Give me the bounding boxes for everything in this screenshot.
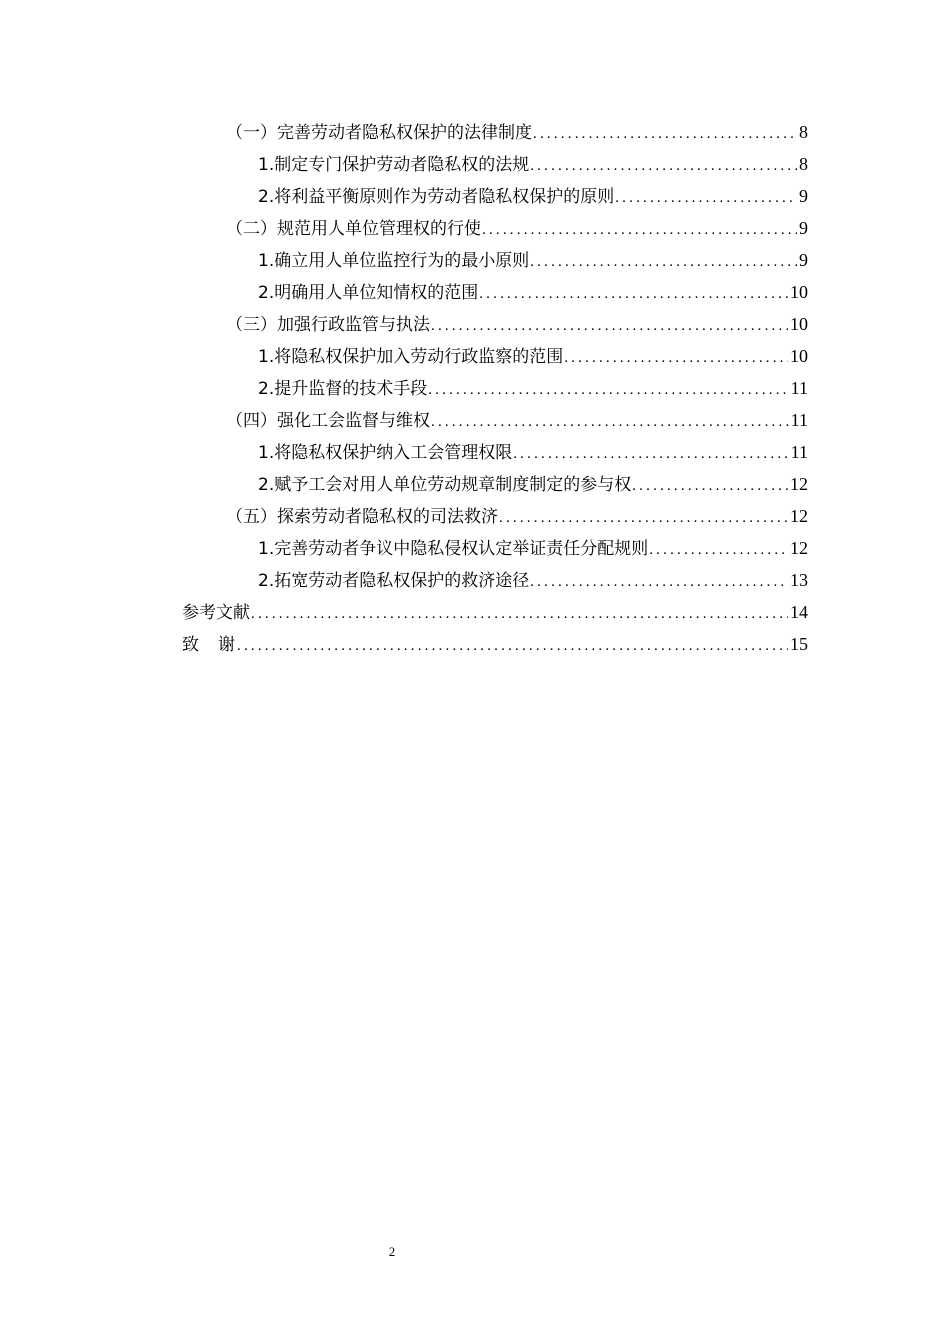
toc-entry-page: 10: [790, 314, 808, 334]
toc-entry-subsection-2-2[interactable]: [182, 276, 808, 308]
toc-entry-page: 12: [790, 474, 808, 494]
toc-entry-title: （一）完善劳动者隐私权保护的法律制度: [226, 123, 532, 143]
toc-entry-page: 11: [790, 442, 808, 462]
toc-entry-title: 2.提升监督的技术手段: [258, 379, 428, 399]
toc-dot-leader: [649, 534, 788, 566]
toc-entry-page: 10: [790, 346, 808, 366]
toc-entry-section-1[interactable]: [182, 116, 808, 148]
toc-entry-subsection-4-2[interactable]: [182, 468, 808, 500]
toc-entry-title: 1.将隐私权保护加入劳动行政监察的范围: [258, 347, 564, 367]
toc-entry-page: 8: [799, 122, 808, 142]
toc-entry-acknowledgements[interactable]: [182, 628, 808, 660]
toc-entry-page: 9: [799, 250, 808, 270]
toc-entry-section-2[interactable]: [182, 212, 808, 244]
toc-entry-title: 1.将隐私权保护纳入工会管理权限: [258, 443, 513, 463]
toc-dot-leader: [530, 246, 797, 278]
toc-entry-title: 2.拓宽劳动者隐私权保护的救济途径: [258, 571, 530, 591]
toc-dot-leader: [615, 182, 797, 214]
toc-entry-page: 9: [799, 186, 808, 206]
toc-dot-leader: [499, 502, 788, 534]
toc-dot-leader: [428, 374, 788, 406]
toc-entry-title: （五）探索劳动者隐私权的司法救济: [226, 507, 498, 527]
toc-entry-title: （四）强化工会监督与维权: [226, 411, 430, 431]
toc-dot-leader: [479, 278, 788, 310]
toc-entry-title: 参考文献: [182, 603, 250, 623]
toc-entry-references[interactable]: [182, 596, 808, 628]
toc-entry-section-4[interactable]: [182, 404, 808, 436]
toc-entry-subsection-5-1[interactable]: [182, 532, 808, 564]
toc-entry-title: 2.赋予工会对用人单位劳动规章制度制定的参与权: [258, 475, 632, 495]
toc-dot-leader: [251, 598, 788, 630]
toc-entry-section-3[interactable]: [182, 308, 808, 340]
toc-entry-title: 1.制定专门保护劳动者隐私权的法规: [258, 155, 530, 175]
toc-entry-page: 10: [790, 282, 808, 302]
toc-entry-title: （二）规范用人单位管理权的行使: [226, 219, 481, 239]
toc-entry-title: 1.完善劳动者争议中隐私侵权认定举证责任分配规则: [258, 539, 649, 559]
toc-entry-title: 1.确立用人单位监控行为的最小原则: [258, 251, 530, 271]
toc-entry-title: 2.将利益平衡原则作为劳动者隐私权保护的原则: [258, 187, 615, 207]
toc-dot-leader: [482, 214, 797, 246]
toc-entry-title: （三）加强行政监管与执法: [226, 315, 430, 335]
toc-entry-page: 11: [790, 410, 808, 430]
toc-entry-page: 12: [790, 538, 808, 558]
toc-dot-leader: [533, 118, 797, 150]
toc-dot-leader: [564, 342, 788, 374]
toc-entry-subsection-3-1[interactable]: [182, 340, 808, 372]
toc-dot-leader: [513, 438, 788, 470]
toc-entry-page: 11: [790, 378, 808, 398]
toc-entry-subsection-5-2[interactable]: [182, 564, 808, 596]
toc-dot-leader: [530, 566, 788, 598]
toc-dot-leader: [632, 470, 788, 502]
page-number: 2: [388, 1244, 396, 1259]
toc-dot-leader: [530, 150, 797, 182]
toc-entry-page: 13: [790, 570, 808, 590]
toc-dot-leader: [431, 310, 788, 342]
toc-entry-subsection-1-1[interactable]: [182, 148, 808, 180]
toc-entry-subsection-4-1[interactable]: [182, 436, 808, 468]
toc-entry-page: 15: [790, 634, 808, 654]
toc-entry-title: 2.明确用人单位知情权的范围: [258, 283, 479, 303]
toc-entry-subsection-2-1[interactable]: [182, 244, 808, 276]
toc-entry-page: 8: [799, 154, 808, 174]
toc-dot-leader: [431, 406, 789, 438]
toc-entry-page: 9: [799, 218, 808, 238]
toc-dot-leader: [237, 630, 788, 662]
toc-entry-section-5[interactable]: [182, 500, 808, 532]
toc-entry-subsection-1-2[interactable]: [182, 180, 808, 212]
table-of-contents: [182, 116, 808, 660]
toc-entry-title: 致 谢: [182, 635, 236, 655]
toc-entry-subsection-3-2[interactable]: [182, 372, 808, 404]
toc-entry-page: 14: [790, 602, 808, 622]
toc-entry-page: 12: [790, 506, 808, 526]
